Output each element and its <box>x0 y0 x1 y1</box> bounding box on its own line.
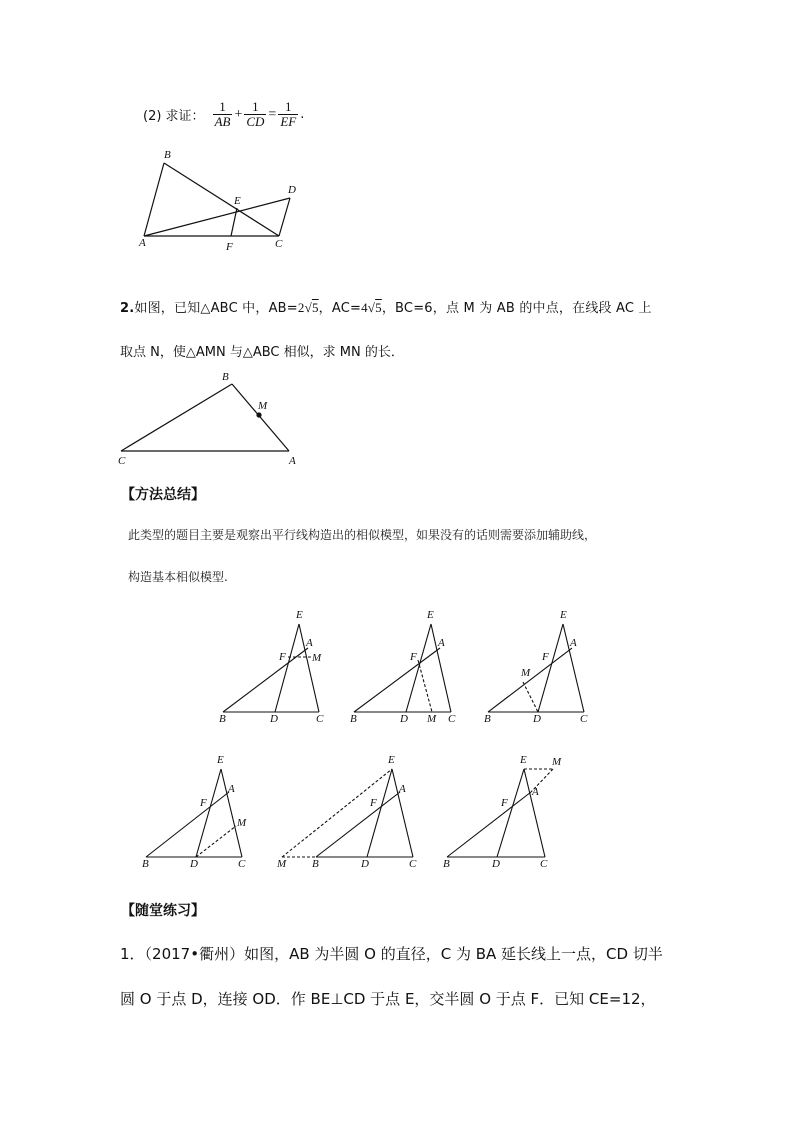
figure-1-labels <box>138 149 296 253</box>
svg-text:B: B <box>350 713 357 725</box>
svg-text:D: D <box>492 858 500 870</box>
model-figure-2 <box>350 609 456 725</box>
ac-value: 4√5 <box>361 300 382 315</box>
method-line-2: 构造基本相似模型. <box>128 570 228 584</box>
svg-text:C: C <box>409 858 417 870</box>
model-figure-1 <box>219 609 324 725</box>
figure-2 <box>121 384 289 451</box>
label-c: C <box>275 238 283 250</box>
svg-text:D: D <box>533 713 541 725</box>
svg-text:A: A <box>570 637 577 649</box>
svg-text:F: F <box>542 651 549 663</box>
svg-text:A: A <box>399 783 406 795</box>
problem-2-line-2: 取点 N，使△AMN 与△ABC 相似，求 MN 的长． <box>120 345 404 360</box>
svg-text:B: B <box>219 713 226 725</box>
svg-text:B: B <box>142 858 149 870</box>
segment-bc <box>121 384 232 451</box>
svg-text:B: B <box>443 858 450 870</box>
fraction-1-over-cd: $\frac{1}{CD}$ <box>246 99 265 129</box>
svg-text:M: M <box>312 652 322 664</box>
point-m <box>256 412 261 417</box>
svg-text:B: B <box>312 858 319 870</box>
method-heading: 【方法总结】 <box>121 487 205 503</box>
segment-dc <box>279 198 290 236</box>
svg-text:M: M <box>521 667 531 679</box>
svg-text:A: A <box>438 637 445 649</box>
label-a: A <box>139 237 146 249</box>
svg-text:D: D <box>400 713 408 725</box>
svg-text:D: D <box>361 858 369 870</box>
svg-text:F: F <box>279 651 286 663</box>
figure-1 <box>144 163 290 236</box>
fraction-1-over-ab: $\frac{1}{AB}$ <box>214 99 231 129</box>
svg-text:C: C <box>316 713 324 725</box>
svg-text:E: E <box>560 609 567 621</box>
svg-text:A: A <box>532 786 539 798</box>
fraction-1-over-ef: $\frac{1}{EF}$ <box>280 99 297 129</box>
period: . <box>300 107 305 122</box>
svg-text:E: E <box>427 609 434 621</box>
problem-number: 2. <box>120 301 135 316</box>
svg-text:A: A <box>228 783 235 795</box>
svg-text:M: M <box>237 817 247 829</box>
svg-text:F: F <box>410 651 417 663</box>
model-figure-5 <box>276 754 417 870</box>
svg-text:D: D <box>190 858 198 870</box>
problem-2-line-1: 2.如图，已知△ABC 中，AB=2√5，AC=4√5，BC=6，点 M 为 AB 的中点，在线段 AC 上 <box>120 300 652 316</box>
model-figure-4 <box>142 754 247 870</box>
svg-text:C: C <box>540 858 548 870</box>
svg-text:E: E <box>296 609 303 621</box>
practice-line-2: 圆 O 于点 D，连接 OD．作 BE⊥CD 于点 E，交半圆 O 于点 F．已知 CE=12， <box>120 990 656 1008</box>
label-b: B <box>164 149 171 161</box>
segment-ad <box>144 198 290 236</box>
label-b: B <box>222 371 229 383</box>
svg-text:M: M <box>552 756 562 768</box>
label-e: E <box>234 195 241 207</box>
svg-text:F: F <box>501 797 508 809</box>
label-a: A <box>289 455 296 467</box>
equals-sign: = <box>268 106 277 122</box>
svg-text:E: E <box>388 754 395 766</box>
svg-text:F: F <box>370 797 377 809</box>
svg-text:E: E <box>520 754 527 766</box>
svg-text:C: C <box>448 713 456 725</box>
svg-text:C: C <box>238 858 246 870</box>
figure-2-labels <box>118 371 296 467</box>
method-line-1: 此类型的题目主要是观察出平行线构造出的相似模型，如果没有的话则需要添加辅助线， <box>128 528 597 542</box>
practice-line-1: 1．（2017•衢州）如图，AB 为半圆 O 的直径，C 为 BA 延长线上一点，CD 切半 <box>120 945 663 963</box>
svg-text:E: E <box>217 754 224 766</box>
label-d: D <box>288 184 296 196</box>
plus-sign: + <box>234 106 243 122</box>
label-m: M <box>258 400 268 412</box>
label-c: C <box>118 455 126 467</box>
segment-ba <box>232 384 289 451</box>
svg-text:D: D <box>270 713 278 725</box>
svg-text:M: M <box>427 713 437 725</box>
svg-text:M: M <box>277 858 287 870</box>
practice-heading: 【随堂练习】 <box>121 903 205 919</box>
part-label: (2) 求证： <box>143 109 205 124</box>
model-figure-6 <box>443 754 562 870</box>
model-figure-3 <box>484 609 588 725</box>
svg-text:A: A <box>306 637 313 649</box>
svg-text:B: B <box>484 713 491 725</box>
segment-ba <box>144 163 164 236</box>
svg-text:F: F <box>200 797 207 809</box>
svg-text:C: C <box>580 713 588 725</box>
segment-bc <box>164 163 279 236</box>
ab-value: 2√5 <box>297 300 319 315</box>
label-f: F <box>226 241 233 253</box>
